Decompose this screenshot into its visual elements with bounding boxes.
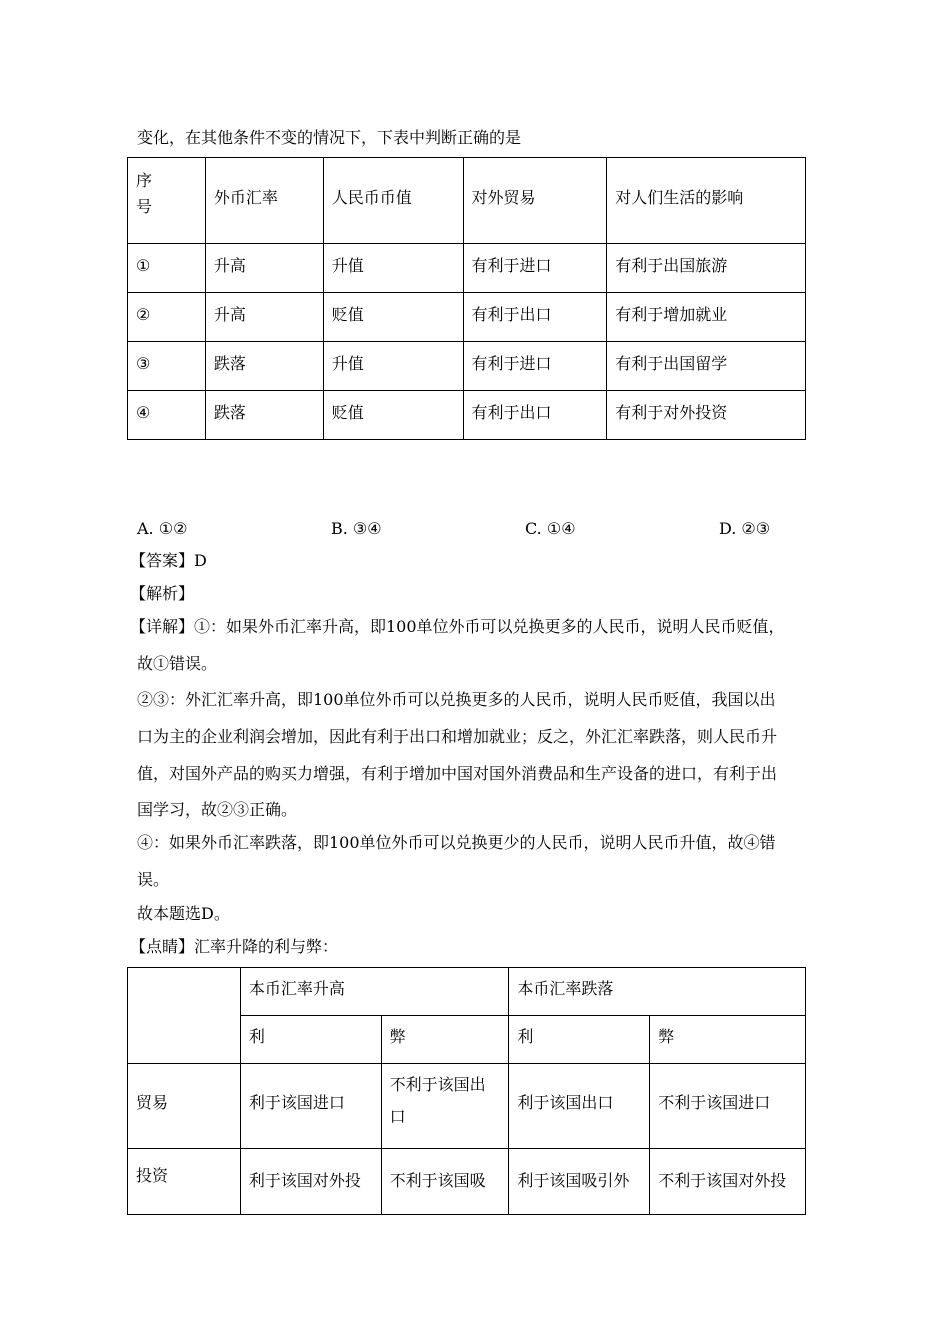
cell-text-line: 口 [389, 1107, 406, 1126]
table-cell: ② [136, 305, 151, 324]
table-cell: 贬值 [331, 305, 364, 324]
sub-header-cell: 利 [517, 1027, 534, 1046]
sub-header-cell: 利 [248, 1027, 265, 1046]
table-cell: 利于该国出口 [517, 1093, 614, 1112]
question-intro: 变化，在其他条件不变的情况下，下表中判断正确的是 [137, 128, 522, 147]
table-cell: ① [136, 256, 151, 275]
table-cell: 利于该国吸引外 [517, 1171, 630, 1190]
option-a: A. ①② [137, 519, 188, 538]
table-cell: 贬值 [331, 403, 364, 422]
exchange-rate-table [127, 157, 806, 440]
header-cell: 人民币币值 [323, 158, 463, 244]
explanation-line: 故本题选D。 [137, 904, 230, 923]
sub-header-cell: 弊 [389, 1027, 406, 1046]
option-c: C. ①④ [525, 519, 576, 538]
cell-text-line: 不利于该国出 [389, 1075, 486, 1094]
header-cell: 对外贸易 [463, 158, 607, 244]
analysis-label: 【解析】 [130, 584, 195, 603]
table-cell: 有利于出国旅游 [615, 256, 728, 275]
table-row [128, 293, 806, 342]
table-cell: 不利于该国进口 [658, 1093, 771, 1112]
table-cell: 利于该国对外投 [248, 1171, 361, 1190]
table-cell: 跌落 [213, 403, 246, 422]
table-cell: ③ [136, 354, 151, 373]
group-header-cell: 本币汇率升高 [248, 979, 345, 998]
table-cell: 升高 [213, 305, 246, 324]
explanation-line: 故①错误。 [137, 654, 218, 673]
table-cell: 升高 [213, 256, 246, 275]
sub-header-cell: 弊 [658, 1027, 675, 1046]
table-cell: 有利于增加就业 [615, 305, 728, 324]
table-cell: 利于该国进口 [248, 1093, 345, 1112]
option-b: B. ③④ [331, 519, 382, 538]
table-cell: 有利于对外投资 [615, 403, 728, 422]
answer-line: 【答案】D [130, 551, 207, 570]
table-cell [128, 968, 241, 1064]
table-cell: ④ [136, 403, 151, 422]
table-cell: 不利于该国吸 [389, 1171, 486, 1190]
table-cell: 升值 [331, 256, 364, 275]
table-row [128, 391, 806, 440]
table-cell: 有利于进口 [471, 354, 552, 373]
explanation-line: ④：如果外币汇率跌落，即100单位外币可以兑换更少的人民币，说明人民币升值，故④错 [137, 833, 776, 852]
row-label-cell: 贸易 [136, 1093, 169, 1112]
explanation-line: 【详解】①：如果外币汇率升高，即100单位外币可以兑换更多的人民币，说明人民币贬值， [130, 617, 785, 636]
header-seq-2: 号 [136, 197, 153, 216]
table-cell: 有利于出口 [471, 403, 552, 422]
table-cell [382, 1064, 509, 1130]
header-cell: 对人们生活的影响 [607, 158, 806, 244]
table-row [128, 1064, 806, 1149]
group-header-cell: 本币汇率跌落 [517, 979, 614, 998]
option-d: D. ②③ [719, 519, 771, 538]
table-cell: 有利于出口 [471, 305, 552, 324]
explanation-line: 误。 [137, 870, 170, 889]
table-row [128, 1149, 806, 1215]
explanation-line: 国学习，故②③正确。 [137, 800, 298, 819]
tip-line: 【点睛】汇率升降的利与弊： [130, 937, 339, 956]
explanation-line: 口为主的企业利润会增加，因此有利于出口和增加就业；反之，外汇汇率跌落，则人民币升 [137, 727, 778, 746]
table-header-row [128, 158, 806, 244]
table-cell: 升值 [331, 354, 364, 373]
table-group-header-row [128, 968, 806, 1016]
pros-cons-table [127, 967, 806, 1215]
table-row [128, 244, 806, 293]
explanation-line: 值，对国外产品的购买力增强，有利于增加中国对国外消费品和生产设备的进口，有利于出 [137, 764, 778, 783]
table-cell: 不利于该国对外投 [658, 1171, 787, 1190]
table-row [128, 342, 806, 391]
row-label-cell: 投资 [136, 1166, 169, 1185]
table-cell: 有利于出国留学 [615, 354, 728, 373]
explanation-line: ②③：外汇汇率升高，即100单位外币可以兑换更多的人民币，说明人民币贬值，我国以出 [137, 690, 776, 709]
header-cell: 外币汇率 [205, 158, 323, 244]
header-cell [128, 158, 206, 244]
table-cell: 跌落 [213, 354, 246, 373]
table-cell: 有利于进口 [471, 256, 552, 275]
header-seq-1: 序 [136, 171, 153, 190]
